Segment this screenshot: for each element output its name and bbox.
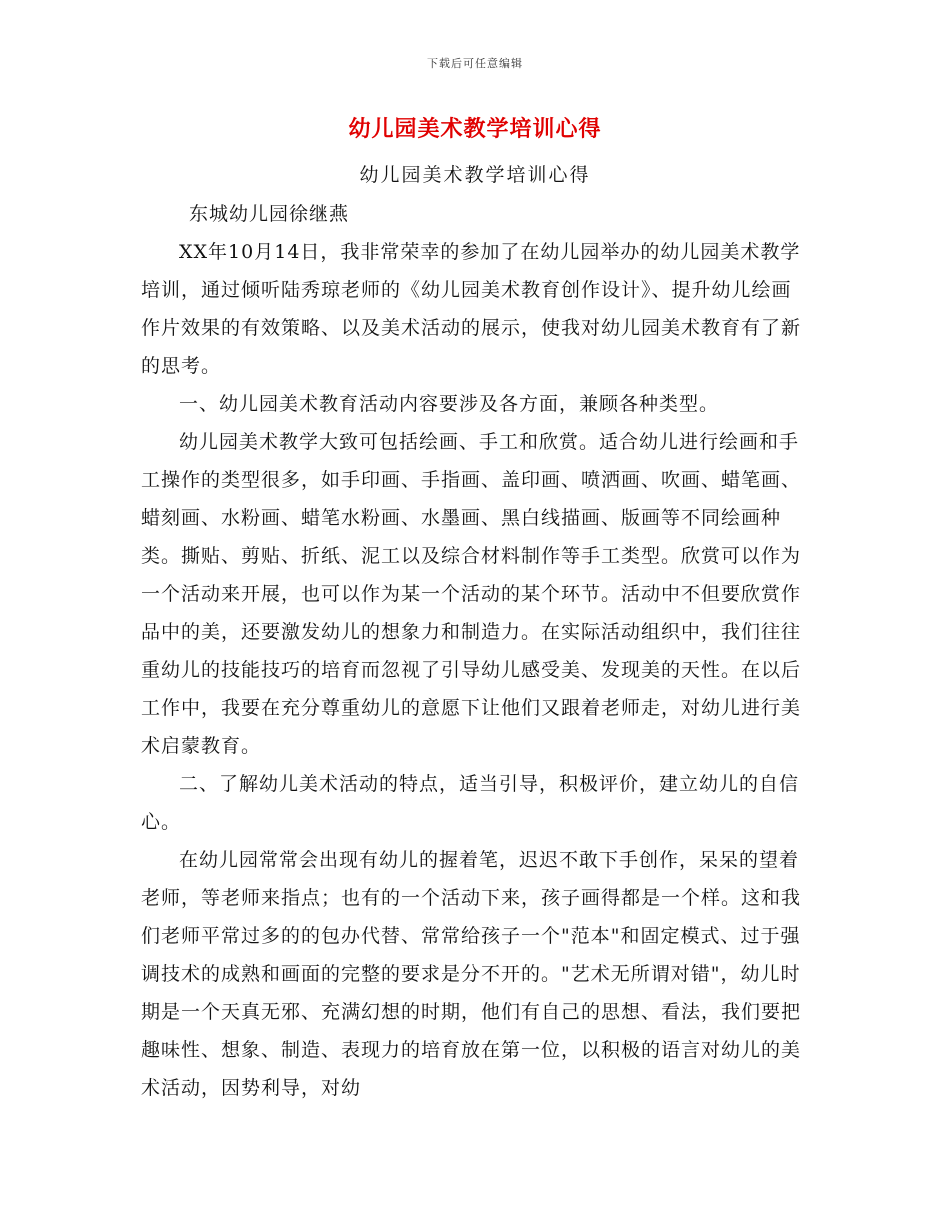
section-heading-1: 一、幼儿园美术教育活动内容要涉及各方面，兼顾各种类型。: [179, 393, 720, 415]
paragraph-intro: XX年10月14日，我非常荣幸的参加了在幼儿园举办的幼儿园美术教学培训，通过倾听陆秀琼老师的《幼儿园美术教育创作设计》、提升幼儿绘画作片效果的有效策略、以及美术活动的展示，使我对幼儿园美术教育有了新的思考。: [141, 241, 802, 377]
paragraph-section-2: 在幼儿园常常会出现有幼儿的握着笔，迟迟不敢下手创作，呆呆的望着老师，等老师来指点；也有的一个活动下来，孩子画得都是一个样。这和我们老师平常过多的的包办代替、常常给孩子一个"范本"和固定模式、过于强调技术的成熟和画面的完整的要求是分不开的。"艺术无所谓对错"，幼儿时期是一个天真无邪、充满幻想的时期，他们有自己的思想、看法，我们要把趣味性、想象、制造、表现力的培育放在第一位，以积极的语言对幼儿的美术活动，因势利导，对幼: [141, 849, 802, 1099]
paragraph-section-1: 幼儿园美术教学大致可包括绘画、手工和欣赏。适合幼儿进行绘画和手工操作的类型很多，如手印画、手指画、盖印画、喷洒画、吹画、蜡笔画、蜡刻画、水粉画、蜡笔水粉画、水墨画、黑白线描画、版画等不同绘画种类。撕贴、剪贴、折纸、泥工以及综合材料制作等手工类型。欣赏可以作为一个活动来开展，也可以作为某一个活动的某个环节。活动中不但要欣赏作品中的美，还要激发幼儿的想象力和制造力。在实际活动组织中，我们往往重幼儿的技能技巧的培育而忽视了引导幼儿感受美、发现美的天性。在以后工作中，我要在充分尊重幼儿的意愿下让他们又跟着老师走，对幼儿进行美术启蒙教育。: [141, 431, 802, 757]
section-heading-2: 二、了解幼儿美术活动的特点，适当引导，积极评价，建立幼儿的自信心。: [141, 773, 800, 833]
document-title: 幼儿园美术教学培训心得: [348, 117, 602, 142]
author-line: 东城幼儿园徐继燕: [189, 203, 350, 225]
document-body: [141, 195, 801, 1107]
document-subtitle: 幼儿园美术教学培训心得: [359, 164, 591, 186]
header-note: 下载后可任意编辑: [427, 57, 523, 70]
